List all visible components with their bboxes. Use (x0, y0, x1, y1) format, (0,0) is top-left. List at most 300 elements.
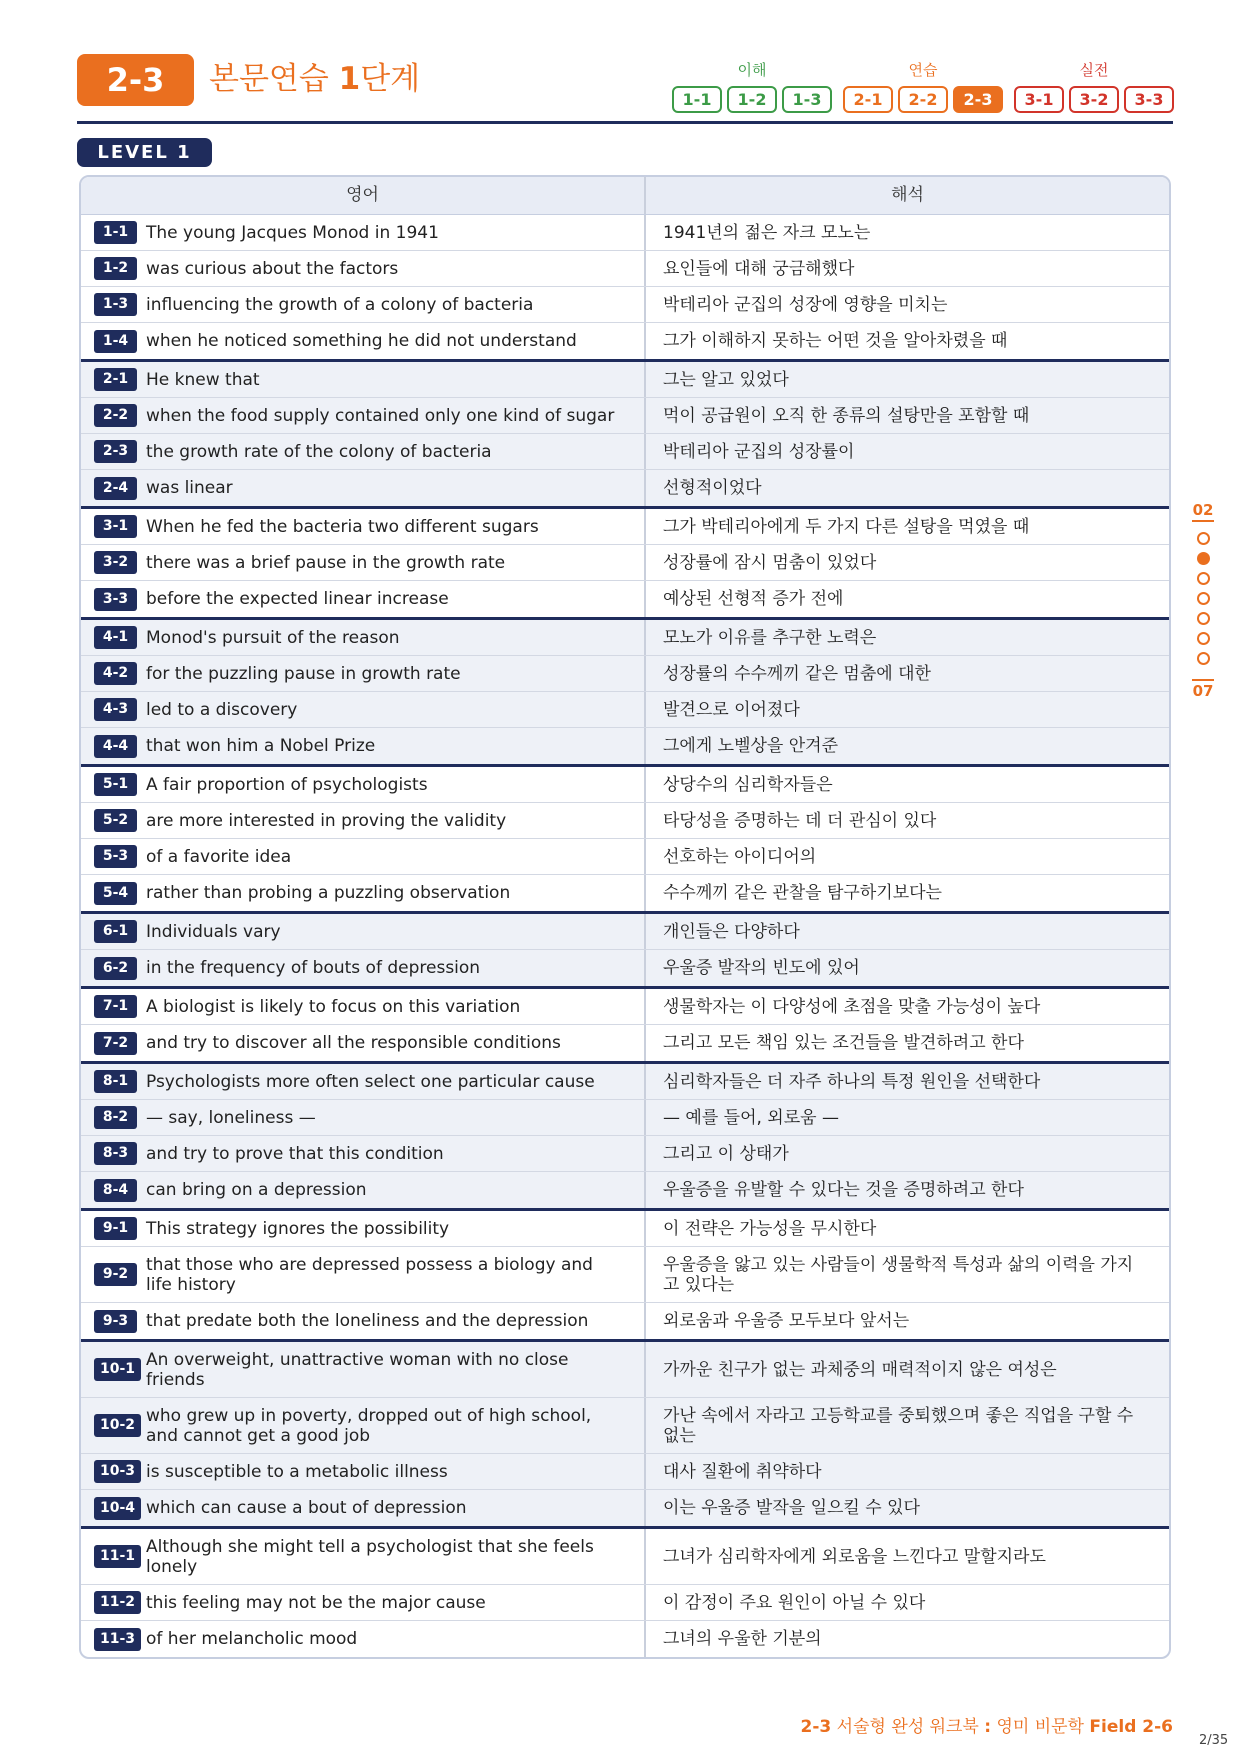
sentence-number-badge: 9-1 (94, 1217, 137, 1240)
korean-translation-line: — 예를 들어, 외로움 — (663, 1107, 839, 1128)
korean-translation (663, 1180, 1024, 1200)
english-cell (81, 803, 646, 838)
sentence-number-holder (94, 293, 146, 316)
sentence-number-holder (94, 477, 146, 500)
english-phrase-line: in the frequency of bouts of depression (146, 958, 481, 978)
korean-cell (646, 1585, 1169, 1620)
sentence-row (81, 950, 1169, 986)
korean-translation-line: 먹이 공급원이 오직 한 종류의 설탕만을 포함할 때 (663, 405, 1030, 426)
english-cell (81, 950, 646, 986)
korean-translation-line: 그는 알고 있었다 (663, 369, 789, 390)
sentence-row (81, 656, 1169, 692)
nav-step-1-3[interactable]: 1-3 (782, 86, 832, 113)
english-phrase-line: A biologist is likely to focus on this variation (146, 996, 521, 1017)
english-phrase (146, 1144, 444, 1164)
footer-separator: : (984, 1717, 992, 1737)
sentence-row (81, 728, 1169, 764)
english-phrase (146, 442, 492, 462)
sentence-row (81, 1529, 1169, 1585)
sentence-row (81, 620, 1169, 656)
english-cell (81, 1490, 646, 1526)
korean-cell (646, 1211, 1169, 1246)
nav-step-1-1[interactable]: 1-1 (672, 86, 722, 113)
sentence-number-holder (94, 330, 146, 353)
korean-cell (646, 1064, 1169, 1099)
english-phrase-line: that predate both the loneliness and the depression (146, 1311, 589, 1331)
sentence-row (81, 1247, 1169, 1303)
korean-translation-line: 1941년의 젊은 자크 모노는 (663, 222, 871, 243)
table-header-row (81, 177, 1169, 215)
english-phrase-line: that those who are depressed possess a biology and (146, 1254, 593, 1275)
sentence-group (81, 215, 1169, 359)
english-cell (81, 914, 646, 949)
nav-group-understanding (672, 60, 832, 113)
sentence-row (81, 1211, 1169, 1247)
korean-translation-line: 우울증 발작의 빈도에 있어 (663, 958, 860, 978)
english-phrase (146, 553, 505, 573)
korean-cell (646, 1100, 1169, 1135)
korean-translation-line: 성장률에 잠시 멈춤이 있었다 (663, 552, 877, 573)
english-phrase-line: rather than probing a puzzling observation (146, 883, 511, 903)
table-body (81, 215, 1169, 1657)
nav-items (1014, 86, 1174, 113)
sentence-number-holder (94, 1310, 146, 1333)
sentence-row (81, 1342, 1169, 1398)
sentence-number-holder (94, 1358, 146, 1381)
korean-cell (646, 287, 1169, 322)
page-title (209, 57, 420, 101)
korean-translation (663, 223, 870, 243)
sentence-row (81, 1064, 1169, 1100)
korean-cell (646, 875, 1169, 911)
korean-translation (663, 1033, 1024, 1053)
korean-translation (663, 997, 1040, 1017)
english-phrase-line: of a favorite idea (146, 846, 292, 867)
sentence-number-badge: 3-2 (94, 551, 137, 574)
korean-translation (663, 370, 789, 390)
sentence-number-badge: 1-1 (94, 221, 137, 244)
sentence-number-holder (94, 773, 146, 796)
sentence-number-holder (94, 995, 146, 1018)
korean-translation (663, 775, 833, 795)
korean-cell (646, 251, 1169, 286)
chapter-end-label: 07 (1192, 679, 1214, 701)
english-phrase-line: that won him a Nobel Prize (146, 736, 376, 756)
sentence-number-holder (94, 1263, 146, 1286)
english-cell (81, 1025, 646, 1061)
korean-translation (663, 664, 931, 684)
english-phrase (146, 1593, 486, 1613)
english-phrase-line: life history (146, 1274, 236, 1295)
korean-translation-line: 요인들에 대해 궁금해했다 (663, 258, 855, 279)
korean-cell (646, 620, 1169, 655)
sentence-row (81, 287, 1169, 323)
korean-translation-line: 가까운 친구가 없는 과체중의 매력적이지 않은 여성은 (663, 1359, 1057, 1380)
sentence-number-holder (94, 1591, 146, 1614)
korean-translation (663, 553, 876, 573)
english-phrase-line: and cannot get a good job (146, 1425, 371, 1446)
korean-translation (663, 331, 1007, 351)
sentence-row (81, 1490, 1169, 1526)
sentence-number-badge: 5-4 (94, 882, 137, 905)
english-cell (81, 545, 646, 580)
sentence-number-badge: 8-2 (94, 1106, 137, 1129)
korean-translation-line: 수수께끼 같은 관찰을 탐구하기보다는 (663, 883, 942, 903)
english-phrase-line: is susceptible to a metabolic illness (146, 1461, 448, 1482)
korean-translation-line: 외로움과 우울증 모두보다 앞서는 (663, 1311, 910, 1331)
english-phrase (146, 1219, 449, 1239)
english-phrase (146, 1462, 448, 1482)
korean-translation-line: 박테리아 군집의 성장률이 (663, 441, 855, 462)
english-phrase (146, 700, 297, 720)
sentence-number-badge: 10-1 (94, 1358, 141, 1381)
english-phrase-line: When he fed the bacteria two different sugars (146, 516, 539, 537)
sentence-row (81, 692, 1169, 728)
sentence-number-badge: 10-3 (94, 1460, 141, 1483)
sentence-number-holder (94, 368, 146, 391)
korean-cell (646, 545, 1169, 580)
sentence-number-badge: 5-2 (94, 809, 137, 832)
english-phrase (146, 628, 400, 648)
korean-translation-line: 그리고 모든 책임 있는 조건들을 발견하려고 한다 (663, 1033, 1024, 1053)
sentence-number-holder (94, 515, 146, 538)
english-phrase-line: before the expected linear increase (146, 589, 449, 609)
korean-cell (646, 728, 1169, 764)
korean-translation (663, 1360, 1057, 1380)
sentence-group (81, 914, 1169, 986)
nav-items (843, 86, 1003, 113)
english-phrase-line: Psychologists more often select one particular cause (146, 1071, 595, 1092)
sentence-number-badge: 10-4 (94, 1497, 141, 1520)
sentence-number-badge: 8-4 (94, 1179, 137, 1202)
sentence-row (81, 215, 1169, 251)
korean-translation-line: 대사 질환에 취약하다 (663, 1461, 822, 1482)
english-cell (81, 1454, 646, 1489)
chapter-dot (1197, 632, 1210, 645)
english-phrase (146, 1072, 595, 1092)
chapter-dot (1197, 532, 1210, 545)
korean-translation (663, 1311, 909, 1331)
english-phrase-line: Monod's pursuit of the reason (146, 627, 400, 648)
sentence-group (81, 989, 1169, 1061)
sentence-number-holder (94, 735, 146, 758)
korean-translation-line: 그가 이해하지 못하는 어떤 것을 알아차렸을 때 (663, 331, 1008, 351)
step-navigation (672, 60, 1174, 113)
korean-cell (646, 989, 1169, 1024)
english-phrase-line: and try to discover all the responsible conditions (146, 1033, 561, 1053)
sentence-number-badge: 7-1 (94, 995, 137, 1018)
korean-cell (646, 656, 1169, 691)
footer-section-code: 2-3 (800, 1717, 832, 1737)
sentence-number-holder (94, 1628, 146, 1651)
english-phrase-line: this feeling may not be the major cause (146, 1592, 486, 1613)
sentence-number-badge: 1-2 (94, 257, 137, 280)
english-cell (81, 1303, 646, 1339)
nav-step-3-3[interactable]: 3-3 (1124, 86, 1174, 113)
chapter-dot (1197, 652, 1210, 665)
korean-translation (663, 1406, 1133, 1446)
sentence-row (81, 767, 1169, 803)
korean-translation (663, 406, 1029, 426)
english-cell (81, 692, 646, 727)
nav-group-real-test (1014, 60, 1174, 113)
korean-cell (646, 692, 1169, 727)
sentence-number-badge: 7-2 (94, 1032, 137, 1055)
chapter-dot (1197, 612, 1210, 625)
column-header-english: 영어 (81, 177, 646, 214)
sentence-group (81, 362, 1169, 506)
english-phrase (146, 259, 398, 279)
korean-translation (663, 883, 942, 903)
english-cell (81, 656, 646, 691)
english-phrase (146, 847, 291, 867)
chapter-dot-current (1197, 552, 1210, 565)
english-cell (81, 251, 646, 286)
english-cell (81, 434, 646, 469)
nav-step-2-3[interactable]: 2-3 (953, 86, 1003, 113)
korean-cell (646, 803, 1169, 838)
english-phrase-line: influencing the growth of a colony of bacteria (146, 294, 534, 315)
sentence-group (81, 1529, 1169, 1657)
english-phrase (146, 922, 281, 942)
english-cell (81, 1064, 646, 1099)
korean-translation (663, 811, 936, 831)
english-phrase-line: The young Jacques Monod in 1941 (146, 222, 439, 243)
korean-cell (646, 434, 1169, 469)
chapter-dots (1197, 522, 1210, 665)
sentence-row (81, 914, 1169, 950)
korean-translation (663, 1593, 925, 1613)
korean-translation (663, 1144, 789, 1164)
english-cell (81, 728, 646, 764)
english-phrase-line: He knew that (146, 369, 260, 390)
english-phrase (146, 883, 510, 903)
english-phrase-line: can bring on a depression (146, 1180, 367, 1200)
sentence-number-badge: 2-1 (94, 368, 137, 391)
sentence-number-badge: 5-3 (94, 845, 137, 868)
korean-translation-line: 상당수의 심리학자들은 (663, 774, 833, 795)
english-phrase (146, 811, 506, 831)
chapter-start-label: 02 (1192, 500, 1214, 522)
english-cell (81, 1172, 646, 1208)
footer-book-title (801, 1716, 1173, 1738)
english-cell (81, 215, 646, 250)
korean-translation (663, 1219, 876, 1239)
chapter-progress-indicator (1190, 500, 1216, 701)
korean-cell (646, 1025, 1169, 1061)
english-phrase-line: friends (146, 1369, 205, 1390)
sentence-row (81, 251, 1169, 287)
english-phrase (146, 223, 439, 243)
level-badge: LEVEL 1 (77, 138, 212, 167)
sentence-row (81, 1100, 1169, 1136)
sentence-group (81, 1064, 1169, 1208)
english-cell (81, 323, 646, 359)
korean-translation (663, 442, 854, 462)
english-cell (81, 470, 646, 506)
sentence-number-badge: 10-2 (94, 1414, 141, 1437)
sentence-number-holder (94, 257, 146, 280)
sentence-number-holder (94, 1142, 146, 1165)
sentence-number-holder (94, 1032, 146, 1055)
english-phrase-line: A fair proportion of psychologists (146, 774, 428, 795)
english-phrase-line: An overweight, unattractive woman with no close (146, 1349, 569, 1370)
korean-cell (646, 1621, 1169, 1657)
nav-step-1-2[interactable]: 1-2 (727, 86, 777, 113)
sentence-number-badge: 4-1 (94, 626, 137, 649)
sentence-number-holder (94, 1106, 146, 1129)
nav-step-2-2[interactable]: 2-2 (898, 86, 948, 113)
page-number: 2/35 (1199, 1733, 1229, 1748)
english-phrase-line: which can cause a bout of depression (146, 1498, 467, 1518)
sentence-number-holder (94, 845, 146, 868)
english-cell (81, 620, 646, 655)
english-phrase-line: Although she might tell a psychologist that she feels (146, 1536, 594, 1557)
sentence-group (81, 1211, 1169, 1339)
chapter-dot (1197, 572, 1210, 585)
english-cell (81, 767, 646, 802)
korean-translation-line: 선호하는 아이디어의 (663, 846, 817, 867)
sentence-number-badge: 6-1 (94, 920, 137, 943)
sentence-row (81, 398, 1169, 434)
korean-translation-line: 그리고 이 상태가 (663, 1143, 789, 1164)
korean-translation (663, 517, 1029, 537)
page-title-suffix: 단계 (360, 61, 421, 97)
korean-translation-line: 그에게 노벨상을 안겨준 (663, 736, 839, 756)
english-cell (81, 509, 646, 544)
nav-group-label: 연습 (908, 61, 938, 79)
english-cell (81, 362, 646, 397)
sentence-number-badge: 9-2 (94, 1263, 137, 1286)
sentence-number-holder (94, 404, 146, 427)
sentence-row (81, 470, 1169, 506)
korean-translation-line: 가난 속에서 자라고 고등학교를 중퇴했으며 좋은 직업을 구할 수 (663, 1405, 1134, 1426)
sentence-number-badge: 6-2 (94, 957, 137, 980)
sentence-number-badge: 8-3 (94, 1142, 137, 1165)
english-phrase-line: when the food supply contained only one kind of sugar (146, 405, 615, 426)
sentence-group (81, 509, 1169, 617)
sentence-number-holder (94, 1414, 146, 1437)
english-phrase (146, 1406, 591, 1446)
korean-cell (646, 362, 1169, 397)
english-phrase (146, 1498, 467, 1518)
english-cell (81, 1247, 646, 1302)
korean-cell (646, 1529, 1169, 1584)
korean-translation-line: 이 전략은 가능성을 무시한다 (663, 1218, 877, 1239)
sentence-row (81, 803, 1169, 839)
english-phrase (146, 295, 533, 315)
english-phrase-line: and try to prove that this condition (146, 1143, 444, 1164)
nav-step-3-2[interactable]: 3-2 (1069, 86, 1119, 113)
english-cell (81, 1398, 646, 1453)
korean-translation (663, 1255, 1133, 1295)
korean-translation (663, 847, 816, 867)
sentence-number-badge: 9-3 (94, 1310, 137, 1333)
english-phrase (146, 1180, 367, 1200)
english-phrase (146, 478, 233, 498)
korean-translation-line: 모노가 이유를 추구한 노력은 (663, 627, 877, 648)
sentence-number-badge: 11-3 (94, 1628, 141, 1651)
korean-cell (646, 1454, 1169, 1489)
sentence-number-badge: 4-2 (94, 662, 137, 685)
sentence-row (81, 581, 1169, 617)
korean-translation-line: 발견으로 이어졌다 (663, 699, 800, 720)
korean-translation-line: 이 감정이 주요 원인이 아닐 수 있다 (663, 1592, 926, 1613)
english-phrase-line: Individuals vary (146, 921, 281, 942)
english-phrase (146, 775, 428, 795)
sentence-number-badge: 11-2 (94, 1591, 141, 1614)
nav-step-3-1[interactable]: 3-1 (1014, 86, 1064, 113)
korean-translation (663, 478, 762, 498)
sentence-number-holder (94, 882, 146, 905)
korean-cell (646, 470, 1169, 506)
english-phrase (146, 370, 260, 390)
sentence-number-holder (94, 698, 146, 721)
sentence-number-holder (94, 221, 146, 244)
sentence-number-badge: 11-1 (94, 1545, 141, 1568)
english-phrase-line: there was a brief pause in the growth rate (146, 552, 506, 573)
english-phrase-line: when he noticed something he did not understand (146, 331, 577, 351)
english-phrase (146, 958, 480, 978)
sentence-row (81, 434, 1169, 470)
sentence-row (81, 875, 1169, 911)
english-phrase-line: are more interested in proving the validity (146, 810, 507, 831)
korean-translation-line: 타당성을 증명하는 데 더 관심이 있다 (663, 810, 937, 831)
sentence-number-badge: 4-3 (94, 698, 137, 721)
sentence-group (81, 1342, 1169, 1526)
korean-cell (646, 215, 1169, 250)
english-phrase (146, 997, 520, 1017)
korean-translation (663, 1462, 822, 1482)
korean-translation (663, 1498, 920, 1518)
korean-translation (663, 1629, 822, 1649)
english-phrase (146, 736, 375, 756)
column-header-korean: 해석 (891, 185, 924, 205)
korean-cell (646, 1303, 1169, 1339)
english-cell (81, 989, 646, 1024)
sentence-group (81, 767, 1169, 911)
korean-cell (646, 1490, 1169, 1526)
sentence-row (81, 362, 1169, 398)
korean-translation (663, 736, 838, 756)
korean-translation-line: 그가 박테리아에게 두 가지 다른 설탕을 먹였을 때 (663, 516, 1030, 537)
english-phrase-line: led to a discovery (146, 699, 298, 720)
english-cell (81, 1211, 646, 1246)
korean-translation (663, 1547, 1046, 1567)
english-phrase-line: for the puzzling pause in growth rate (146, 663, 461, 684)
english-phrase-line: — say, loneliness — (146, 1107, 316, 1128)
english-cell (81, 398, 646, 433)
sentence-row (81, 1136, 1169, 1172)
korean-cell (646, 509, 1169, 544)
english-phrase (146, 1629, 357, 1649)
korean-translation-line: 성장률의 수수께끼 같은 멈춤에 대한 (663, 663, 931, 684)
english-phrase-line: was curious about the factors (146, 258, 399, 279)
nav-step-2-1[interactable]: 2-1 (843, 86, 893, 113)
korean-translation-line: 우울증을 유발할 수 있다는 것을 증명하려고 한다 (663, 1180, 1024, 1200)
english-cell (81, 1100, 646, 1135)
korean-translation-line: 이는 우울증 발작을 일으킬 수 있다 (663, 1498, 920, 1518)
english-phrase (146, 1033, 561, 1053)
sentence-number-badge: 8-1 (94, 1070, 137, 1093)
sentence-row (81, 1454, 1169, 1490)
sentence-number-holder (94, 1460, 146, 1483)
korean-translation-line: 그녀의 우울한 기분의 (663, 1629, 822, 1649)
korean-cell (646, 839, 1169, 874)
sentence-number-holder (94, 626, 146, 649)
korean-cell (646, 767, 1169, 802)
korean-cell (646, 1398, 1169, 1453)
